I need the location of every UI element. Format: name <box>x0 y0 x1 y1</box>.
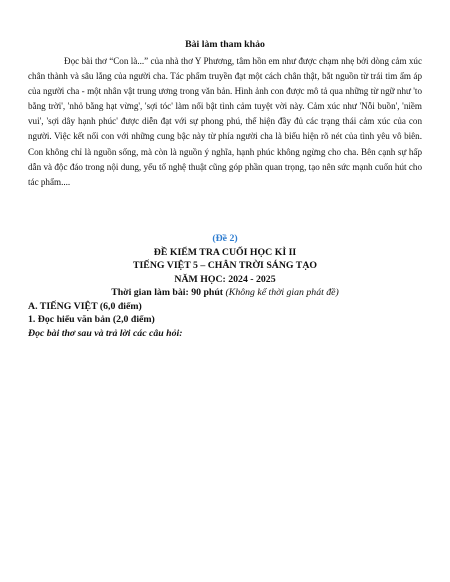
essay-title: Bài làm tham khảo <box>185 39 265 50</box>
exam-number: (Đề 2) <box>212 233 238 244</box>
exam-time-note: (Không kể thời gian phát đề) <box>225 287 339 298</box>
exam-time-label: Thời gian làm bài: 90 phút <box>111 287 224 298</box>
exam-title: ĐỀ KIỂM TRA CUỐI HỌC KÌ II <box>153 246 297 258</box>
exam-school-year: NĂM HỌC: 2024 - 2025 <box>174 273 276 285</box>
reading-instruction: Đọc bài thơ sau và trả lời các câu hỏi: <box>28 327 183 339</box>
section-a-heading: A. TIẾNG VIỆT (6,0 điểm) <box>28 300 142 312</box>
exam-header <box>28 232 422 340</box>
part-1-heading: 1. Đọc hiểu văn bản (2,0 điểm) <box>28 314 155 325</box>
exam-subject: TIẾNG VIỆT 5 – CHÂN TRỜI SÁNG TẠO <box>132 260 318 271</box>
essay-body: Đọc bài thơ “Con là...” của nhà thơ Y Phương, tâm hồn em như được chạm nhẹ bởi dòng cảm xúc chân thành và sâu lắng của người cha. Tác phẩm truyền đạt một cách chân thật, bắt nguồn từ trái tim ấm áp của người cha - một nhân vật trung ương trong văn bản. Hình ảnh con được mô tả qua những từ ngữ như 'to bằng trời', 'nhỏ bằng hạt vừng', 'sợi tóc' làm nổi bật tình cảm tuyệt vời này. Cảm xúc như 'Nỗi buồn', 'niềm vui', 'sợi dây hạnh phúc' được diễn đạt với sự phong phú, thể hiện đầy đủ các trạng thái cảm xúc của con người. Việc kết nối con với những cung bậc này từ phía người cha là biểu hiện rõ nét của tình yêu vô biên. Con không chỉ là nguồn sống, mà còn là nguồn ý nghĩa, hạnh phúc không ngừng cho cha. Bên cạnh sự hấp dẫn và độc đáo trong nội dung, yếu tố nghệ thuật cũng góp phần quan trọng, tạo nên sức mạnh cuốn hút cho tác phẩm.... <box>28 56 422 187</box>
reference-essay <box>28 38 422 190</box>
exam-time <box>28 286 422 300</box>
